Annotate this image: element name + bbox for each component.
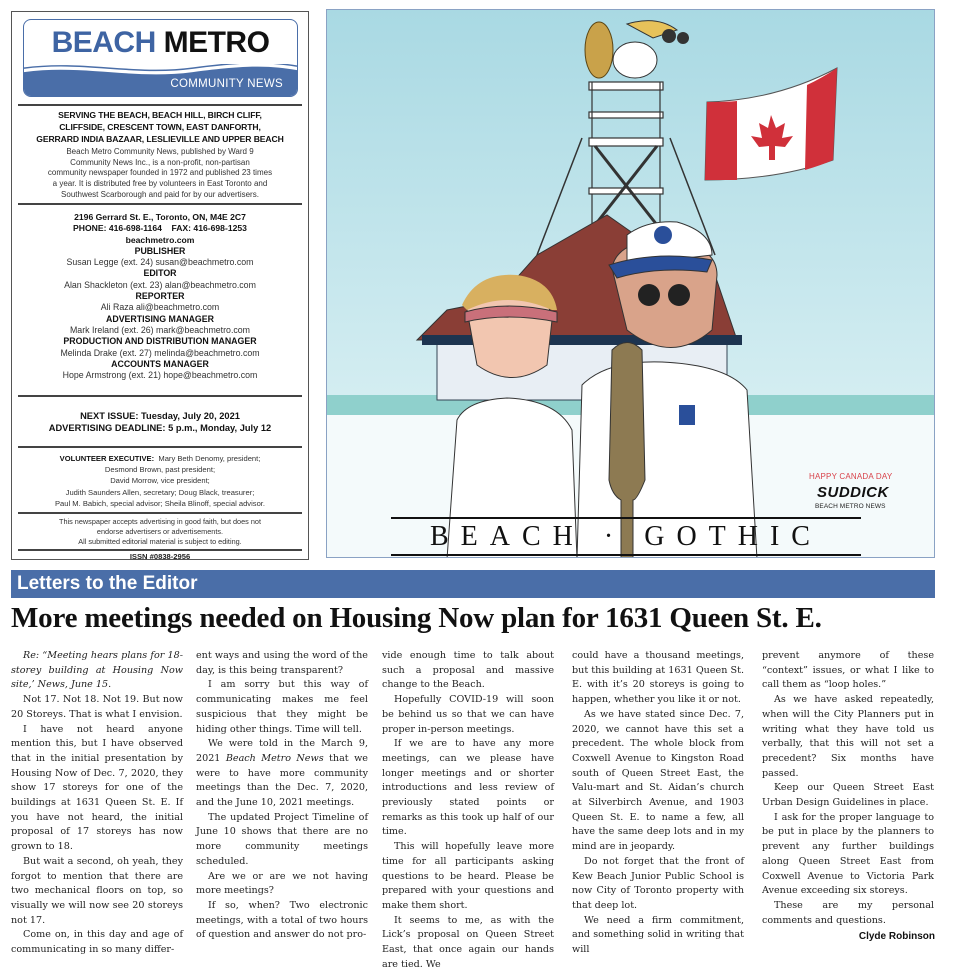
section-header-bar bbox=[11, 570, 935, 598]
title-rule-bottom bbox=[391, 554, 861, 556]
staff-role: REPORTER bbox=[135, 291, 185, 302]
staff-contact: Alan Shackleton (ext. 23) alan@beachmetro.com bbox=[64, 279, 256, 290]
staff-contact: Mark Ireland (ext. 26) mark@beachmetro.com bbox=[69, 324, 251, 335]
article-column-4: could have a thousand meetings, but this building at 1631 Queen St. E. with it’s 20 storeys is going to happen, whether you like it or not. As we have stated since Dec. 7, 2020, we cannot have this set a precedent. The whole block from Coxwell Avenue to Kingston Road south of Queen Street East, the Valu-mart and St. Aidan’s church at Silverbirch Avenue, and 1903 Queen St. E. to name a few, all have the same deep lots and in my mind are in jeopardy. Do not forget that the front of Kew Beach Junior Public School is now City of Toronto property with that deep lot. We need a firm commitment, and something solid in writing that will bbox=[572, 650, 744, 956]
staff-contact: Melinda Drake (ext. 27) melinda@beachmetro.com bbox=[60, 347, 260, 358]
divider bbox=[18, 104, 302, 106]
article-column-5: prevent anymore of these “context” issues, or what I like to call them as “loop holes.” As we have asked repeatedly, when will the City Planners put in writing what they have told us verbally, that this will not set a precedent? Six months have passed. Keep our Queen Street East Urban Design Guidelines in place. I ask for the proper language to be put in place by the planners to prevent any further buildings along Queen Street East from Coxwell Avenue to Victoria Park Avenue exceeding six storeys. These are my personal comments and questions. bbox=[762, 650, 934, 926]
contact-block bbox=[16, 212, 304, 381]
divider bbox=[18, 549, 302, 551]
staff-role: EDITOR bbox=[143, 268, 177, 279]
signature-subtitle: BEACH METRO NEWS bbox=[815, 503, 886, 510]
section-label: Letters to the Editor bbox=[17, 573, 198, 594]
staff-contact: Ali Raza ali@beachmetro.com bbox=[100, 302, 220, 313]
divider bbox=[18, 395, 302, 397]
letter-author: Clyde Robinson bbox=[858, 931, 935, 942]
serving-areas: SERVING THE BEACH, BEACH HILL, BIRCH CLIFF, CLIFFSIDE, CRESCENT TOWN, EAST DANFORTH, GERRARD INDIA BAZAAR, LESLIEVILLE AND UPPER BEACH bbox=[36, 110, 284, 144]
phone-fax: PHONE: 416-698-1164 FAX: 416-698-1253 bbox=[73, 223, 247, 234]
next-issue-date: NEXT ISSUE: Tuesday, July 20, 2021 bbox=[80, 411, 240, 421]
woman-figure-icon bbox=[447, 275, 577, 558]
cartoonist-signature: SUDDICK bbox=[817, 484, 889, 501]
editorial-cartoon bbox=[326, 9, 935, 558]
article-column-2: ent ways and using the word of the day, is this being transparent? I am sorry but this way of communicating makes me feel suspicious that they might be hiding other things. Time will tell. We were told in the March 9, 2021 Beach Metro News that we were to have more community meetings than the Dec. 7, 2020, and the June 10, 2021 meetings. The updated Project Timeline of June 10 shows that there are no more community meetings scheduled. Are we or are we not having more meetings? If so, when? Two electronic meetings, with a total of two hours of question and answer do not pro- bbox=[196, 650, 368, 941]
article-column-3: vide enough time to talk about such a proposal and massive change to the Beach. Hopefully COVID-19 will soon be behind us so that we can have proper in-person meetings. If we are to have any more meetings, can we please have longer meetings and or shorter introductions and less review of previously stated points or remarks as this took up half of our time. This will hopefully leave more time for all participants asking questions to be heard. Please be prepared with your questions and make them short. It seems to me, as with the Lick’s proposal on Queen Street East, that once again our hands are tied. We bbox=[382, 650, 554, 970]
title-rule-top bbox=[391, 517, 861, 519]
article-body bbox=[11, 649, 935, 970]
next-issue-block bbox=[16, 410, 304, 434]
advertising-disclaimer: This newspaper accepts advertising in good faith, but does not endorse advertisers or advertisements. All submitted editorial material is subject to editing. bbox=[58, 517, 261, 546]
advertising-deadline: ADVERTISING DEADLINE: 5 p.m., Monday, July 12 bbox=[48, 423, 272, 433]
logo-subtitle: COMMUNITY NEWS bbox=[170, 78, 283, 90]
divider bbox=[18, 512, 302, 514]
staff-contact: Susan Legge (ext. 24) susan@beachmetro.com bbox=[66, 257, 254, 268]
letter-reference: Re: “Meeting hears plans for 18-storey building at Housing Now site,’ News, June 15. bbox=[11, 650, 183, 691]
volunteer-label: VOLUNTEER EXECUTIVE: bbox=[59, 454, 155, 463]
staff-role: ADVERTISING MANAGER bbox=[105, 313, 214, 324]
divider bbox=[18, 203, 302, 205]
cartoon-title: BEACH · GOTHIC bbox=[430, 521, 822, 552]
issn-number: ISSN #0838-2956 bbox=[129, 552, 191, 561]
website-link[interactable]: beachmetro.com bbox=[125, 234, 195, 245]
staff-role: ACCOUNTS MANAGER bbox=[111, 358, 209, 369]
masthead-box bbox=[11, 11, 309, 560]
staff-role: PUBLISHER bbox=[134, 245, 186, 256]
publication-name: Beach Metro News bbox=[225, 752, 324, 764]
article-headline: More meetings needed on Housing Now plan for 1631 Queen St. E. bbox=[11, 602, 822, 634]
logo-beach-word: BEACH bbox=[51, 26, 156, 59]
staff-role: PRODUCTION AND DISTRIBUTION MANAGER bbox=[63, 336, 257, 347]
about-paper: Beach Metro Community News, published by Ward 9 Community News Inc., is a non-profit, non-partisan community newspaper founded in 1972 and published 23 times a year. It is distributed free by volunteers in East Toronto and Southwest Scarborough and paid for by our advertisers. bbox=[47, 147, 273, 199]
volunteer-executive: VOLUNTEER EXECUTIVE: Mary Beth Denomy, president; Desmond Brown, past president; David Morrow, vice president; Judith Saunders Allen, secretary; Doug Black, treasurer; Paul M. Babich, special advisor; Sheila Blinoff, special advisor. bbox=[54, 454, 266, 508]
logo-metro-word: METRO bbox=[163, 26, 270, 59]
address: 2196 Gerrard St. E., Toronto, ON, M4E 2C7 bbox=[74, 212, 246, 222]
divider bbox=[18, 446, 302, 448]
article-column-1: Re: “Meeting hears plans for 18-storey building at Housing Now site,’ News, June 15. Not 17. Not 18. Not 19. But now 20 Storeys. That is what I envision. I have not heard anyone mention this, but I have observed that in the initial presentation by Housing Now of Dec. 7, 2020, they show 17 storeys for one of the buildings at 1631 Queen St. E. If you have not heard, the initial proposal of 17 storeys has now grown to 18. But wait a second, oh yeah, they forgot to mention that there are two mechanical floors on top, so visually we will now see 20 storeys not 17. Come on, in this day and age of communicating in so many differ- bbox=[11, 650, 183, 956]
happy-canada-day-text: HAPPY CANADA DAY bbox=[809, 472, 893, 481]
beach-metro-logo bbox=[23, 19, 298, 97]
staff-contact: Hope Armstrong (ext. 21) hope@beachmetro.com bbox=[62, 370, 258, 381]
